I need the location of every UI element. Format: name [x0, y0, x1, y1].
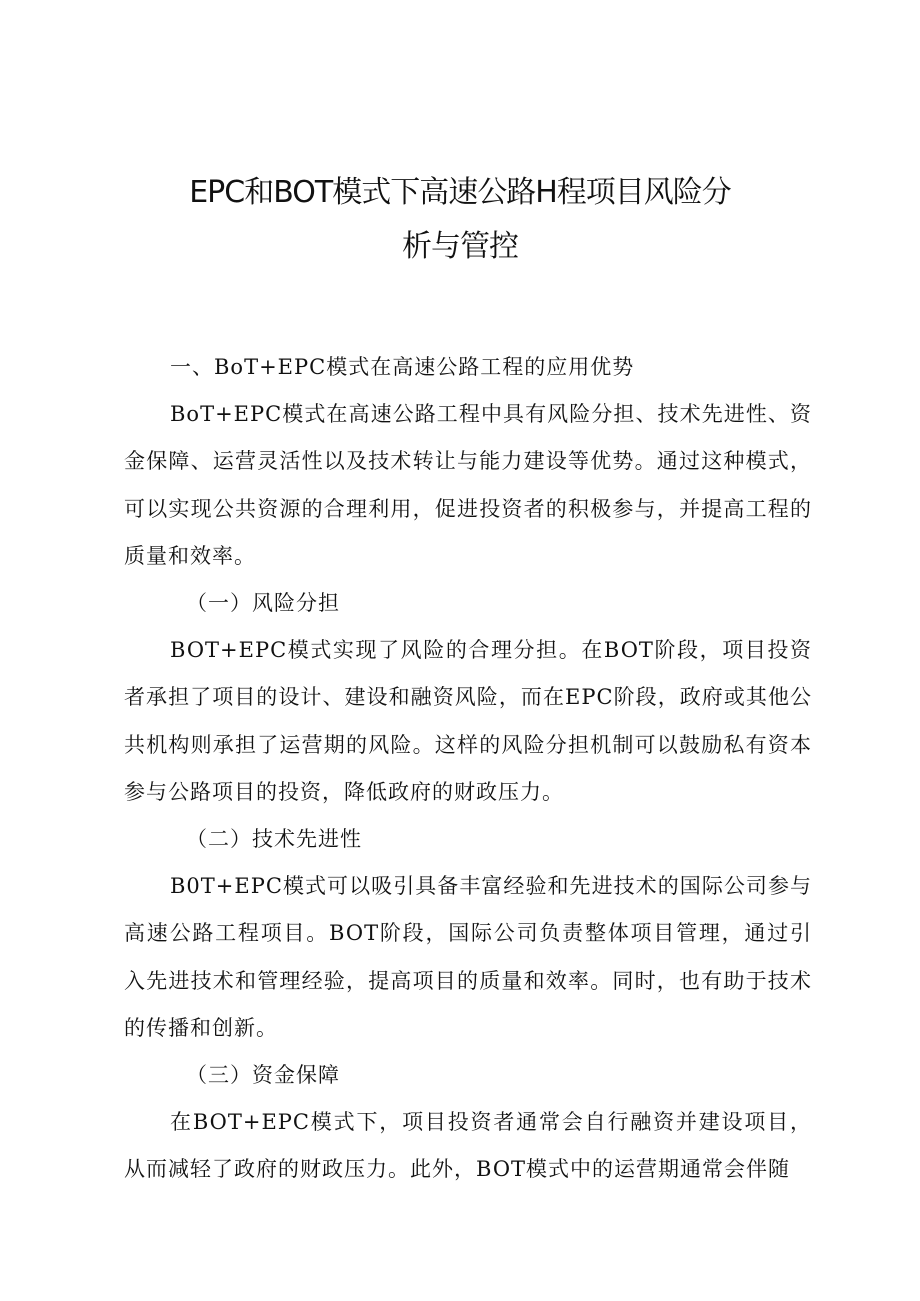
subsection-paragraph-risk-sharing: BOT+EPC模式实现了风险的合理分担。在BOT阶段，项目投资者承担了项目的设计、建设和融资风险，而在EPC阶段，政府或其他公共机构则承担了运营期的风险。这样的风险分担机制可以鼓励私有资本参与公路项目的投资，降低政府的财政压力。 [124, 638, 812, 804]
subsection-heading-risk-sharing: （一）风险分担 [186, 591, 340, 616]
title-line-1: EPC和BOT模式下高速公路H程项目风险分 [189, 175, 731, 210]
subsection-paragraph-funding: 在BOT+EPC模式下，项目投资者通常会自行融资并建设项目，从而减轻了政府的财政压力。此外，BOT模式中的运营期通常会伴随 [124, 1110, 812, 1182]
document-title [120, 166, 800, 274]
section-heading-1: 一、BoT+EPC模式在高速公路工程的应用优势 [170, 355, 635, 379]
section-paragraph-1: BoT+EPC模式在高速公路工程中具有风险分担、技术先进性、资金保障、运营灵活性以及技术转让与能力建设等优势。通过这种模式，可以实现公共资源的合理利用，促进投资者的积极参与，并提高工程的质量和效率。 [124, 402, 812, 568]
document-body [124, 344, 812, 1194]
subsection-heading-funding: （三）资金保障 [186, 1063, 340, 1088]
title-line-2: 析与管控 [402, 229, 518, 264]
subsection-paragraph-tech-advance: B0T+EPC模式可以吸引具备丰富经验和先进技术的国际公司参与高速公路工程项目。BOT阶段，国际公司负责整体项目管理，通过引入先进技术和管理经验，提高项目的质量和效率。同时，也有助于技术的传播和创新。 [124, 874, 812, 1040]
subsection-heading-tech-advance: （二）技术先进性 [186, 827, 362, 852]
